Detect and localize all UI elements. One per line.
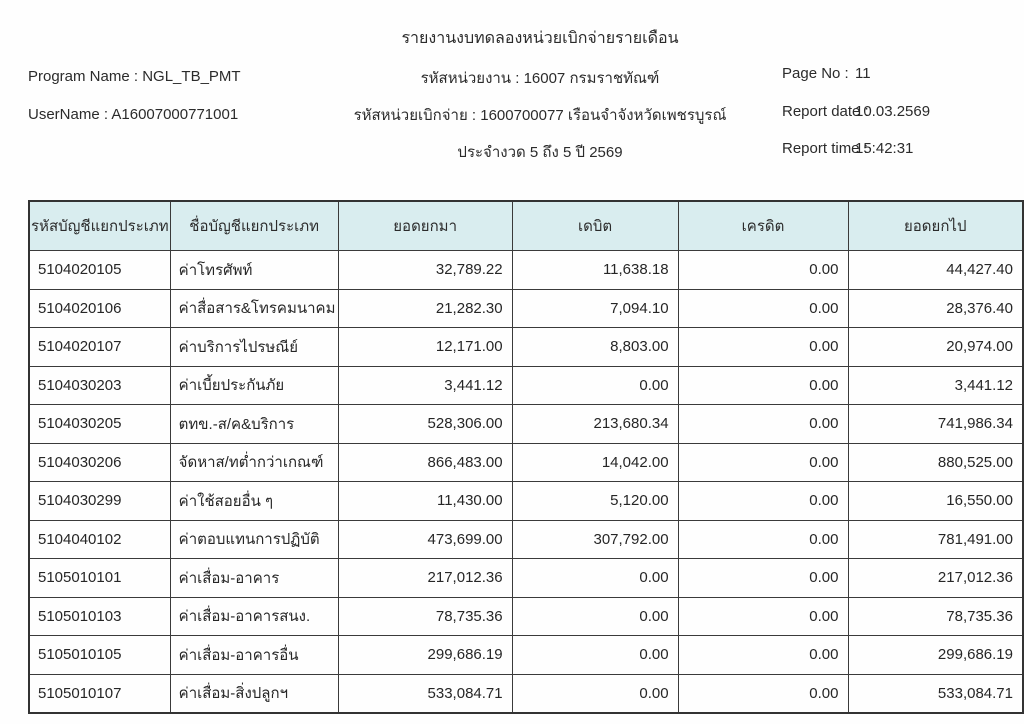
table-row [29,251,1023,290]
account-name-cell: ค่าตอบแทนการปฏิบัติ [170,520,338,559]
credit-cell: 0.00 [678,405,848,444]
balance-forward-cell: 533,084.71 [338,674,512,713]
account-code-cell: 5105010107 [29,674,170,713]
agency-line: รหัสหน่วยงาน : 16007 กรมราชทัณฑ์ [420,70,660,87]
table-row [29,328,1023,367]
user-name-value: A16007000771001 [111,106,239,123]
debit-cell: 307,792.00 [512,520,678,559]
table-row [29,482,1023,521]
debit-cell: 5,120.00 [512,482,678,521]
program-name-value: NGL_TB_PMT [142,68,241,85]
balance-carried-cell: 533,084.71 [848,674,1023,713]
report-title: รายงานงบทดลองหน่วยเบิกจ่ายรายเดือน [401,30,679,47]
balance-carried-cell: 78,735.36 [848,597,1023,636]
account-name-cell: ค่าบริการไปรษณีย์ [170,328,338,367]
credit-cell: 0.00 [678,520,848,559]
account-code-cell: 5105010101 [29,559,170,598]
report-date-label: Report date : [782,103,869,120]
account-code-cell: 5105010105 [29,636,170,675]
account-code-cell: 5104020105 [29,251,170,290]
account-code-cell: 5104030203 [29,366,170,405]
table-header [29,201,1023,251]
credit-cell: 0.00 [678,559,848,598]
credit-cell: 0.00 [678,328,848,367]
period-line: ประจำงวด 5 ถึง 5 ปี 2569 [457,144,623,161]
account-name-cell: ค่าใช้สอยอื่น ๆ [170,482,338,521]
account-code-cell: 5104030206 [29,443,170,482]
disbursement-unit-line: รหัสหน่วยเบิกจ่าย : 1600700077 เรือนจำจังหวัดเพชรบูรณ์ [353,107,727,124]
balance-carried-cell: 16,550.00 [848,482,1023,521]
credit-cell: 0.00 [678,636,848,675]
credit-cell: 0.00 [678,674,848,713]
table-row [29,520,1023,559]
balance-carried-cell: 3,441.12 [848,366,1023,405]
page-no-value: 11 [855,65,871,82]
balance-forward-cell: 528,306.00 [338,405,512,444]
table-row [29,289,1023,328]
table-row [29,366,1023,405]
table-header-row [29,201,1023,251]
account-name-cell: ค่าเสื่อม-สิ่งปลูกฯ [170,674,338,713]
report-time-value: 15:42:31 [855,140,914,157]
credit-cell: 0.00 [678,597,848,636]
balance-forward-cell: 11,430.00 [338,482,512,521]
page-no-label: Page No : [782,65,849,82]
balance-carried-cell: 781,491.00 [848,520,1023,559]
account-code-cell: 5104030299 [29,482,170,521]
balance-forward-cell: 32,789.22 [338,251,512,290]
program-name-label: Program Name : [28,68,139,85]
account-code-cell: 5104020106 [29,289,170,328]
credit-cell: 0.00 [678,251,848,290]
balance-forward-cell: 217,012.36 [338,559,512,598]
debit-cell: 14,042.00 [512,443,678,482]
user-name-label: UserName : [28,106,109,123]
balance-carried-cell: 741,986.34 [848,405,1023,444]
table-row [29,597,1023,636]
debit-cell: 0.00 [512,559,678,598]
balance-forward-cell: 12,171.00 [338,328,512,367]
account-code-cell: 5104020107 [29,328,170,367]
table-row [29,674,1023,713]
col-header-balance-forward: ยอดยกมา [338,201,512,251]
report-date-value: 10.03.2569 [855,103,931,120]
debit-cell: 0.00 [512,366,678,405]
col-header-balance-carried: ยอดยกไป [848,201,1023,251]
credit-cell: 0.00 [678,366,848,405]
table-row [29,405,1023,444]
col-header-debit: เดบิต [512,201,678,251]
table-row [29,443,1023,482]
col-header-credit: เครดิต [678,201,848,251]
credit-cell: 0.00 [678,289,848,328]
balance-forward-cell: 866,483.00 [338,443,512,482]
account-name-cell: ตทข.-ส/ค&บริการ [170,405,338,444]
credit-cell: 0.00 [678,443,848,482]
balance-forward-cell: 473,699.00 [338,520,512,559]
account-code-cell: 5104030205 [29,405,170,444]
account-name-cell: ค่าเสื่อม-อาคารสนง. [170,597,338,636]
balance-forward-cell: 3,441.12 [338,366,512,405]
account-code-cell: 5104040102 [29,520,170,559]
debit-cell: 0.00 [512,674,678,713]
col-header-account-name: ชื่อบัญชีแยกประเภท [170,201,338,251]
debit-cell: 11,638.18 [512,251,678,290]
report-time-label: Report time : [782,140,868,157]
balance-carried-cell: 217,012.36 [848,559,1023,598]
debit-cell: 0.00 [512,597,678,636]
account-name-cell: ค่าเบี้ยประกันภัย [170,366,338,405]
account-name-cell: ค่าเสื่อม-อาคารอื่น [170,636,338,675]
account-name-cell: ค่าโทรศัพท์ [170,251,338,290]
debit-cell: 7,094.10 [512,289,678,328]
trial-balance-table [28,200,1024,714]
account-name-cell: ค่าเสื่อม-อาคาร [170,559,338,598]
table-row [29,559,1023,598]
debit-cell: 0.00 [512,636,678,675]
debit-cell: 8,803.00 [512,328,678,367]
balance-forward-cell: 299,686.19 [338,636,512,675]
balance-carried-cell: 44,427.40 [848,251,1023,290]
balance-carried-cell: 20,974.00 [848,328,1023,367]
balance-carried-cell: 28,376.40 [848,289,1023,328]
account-name-cell: ค่าสื่อสาร&โทรคมนาคม [170,289,338,328]
account-code-cell: 5105010103 [29,597,170,636]
balance-forward-cell: 78,735.36 [338,597,512,636]
debit-cell: 213,680.34 [512,405,678,444]
col-header-account-code: รหัสบัญชีแยกประเภท [29,201,170,251]
table-body [29,251,1023,714]
table-row [29,636,1023,675]
balance-carried-cell: 880,525.00 [848,443,1023,482]
account-name-cell: จัดหาส/ทต่ำกว่าเกณฑ์ [170,443,338,482]
balance-forward-cell: 21,282.30 [338,289,512,328]
balance-carried-cell: 299,686.19 [848,636,1023,675]
credit-cell: 0.00 [678,482,848,521]
